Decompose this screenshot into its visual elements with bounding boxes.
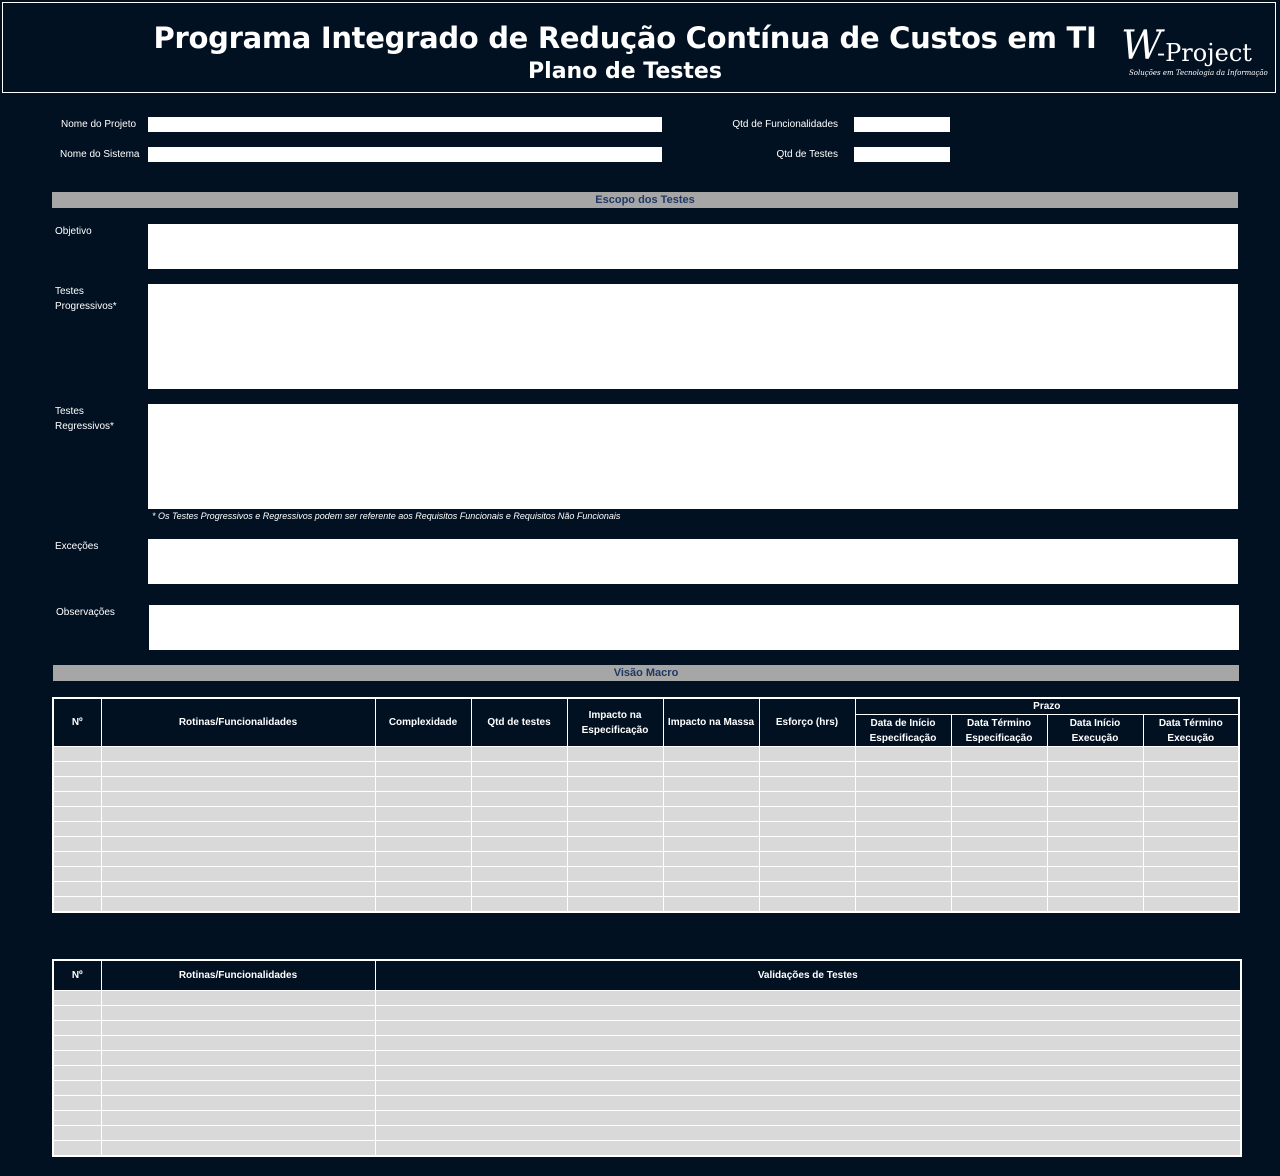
table-cell[interactable] [567, 762, 663, 777]
table-row [53, 867, 1239, 882]
table-row [53, 792, 1239, 807]
table-cell[interactable] [567, 822, 663, 837]
table-row [53, 1110, 1241, 1125]
table-cell[interactable] [855, 777, 951, 792]
progressive-tests-textarea[interactable] [148, 284, 1238, 389]
table-cell[interactable] [53, 1035, 101, 1050]
table-cell[interactable] [101, 837, 375, 852]
table-cell[interactable] [1047, 897, 1143, 913]
table-cell[interactable] [1047, 837, 1143, 852]
table-cell[interactable] [1143, 882, 1239, 897]
table-cell[interactable] [855, 747, 951, 762]
table-cell[interactable] [471, 792, 567, 807]
validations-table [52, 959, 1242, 1157]
table-cell[interactable] [951, 837, 1047, 852]
table-cell[interactable] [855, 807, 951, 822]
table-cell[interactable] [101, 1005, 375, 1020]
table-cell[interactable] [1143, 822, 1239, 837]
project-name-label: Nome do Projeto [61, 119, 137, 130]
exceptions-textarea[interactable] [148, 539, 1238, 584]
table-cell[interactable] [951, 807, 1047, 822]
table-cell[interactable] [101, 762, 375, 777]
table-cell[interactable] [567, 867, 663, 882]
table-row [53, 897, 1239, 913]
table-cell[interactable] [101, 1035, 375, 1050]
table-cell[interactable] [101, 882, 375, 897]
table-cell[interactable] [951, 762, 1047, 777]
table-cell[interactable] [855, 882, 951, 897]
table-cell[interactable] [101, 1020, 375, 1035]
col-exec-end-line1: Data Término [1158, 717, 1223, 729]
col-exec-end [1143, 715, 1239, 747]
col-exec-start-line2: Execução [1071, 732, 1119, 744]
table-cell[interactable] [53, 747, 101, 762]
col-qty-tests: Qtd de testes [471, 698, 567, 747]
table-row [53, 1095, 1241, 1110]
table-cell[interactable] [53, 1140, 101, 1156]
table-cell[interactable] [663, 792, 759, 807]
table-cell[interactable] [375, 1035, 1241, 1050]
table-cell[interactable] [1047, 852, 1143, 867]
table-cell[interactable] [855, 792, 951, 807]
table-cell[interactable] [53, 1080, 101, 1095]
table-cell[interactable] [759, 867, 855, 882]
table-cell[interactable] [1047, 882, 1143, 897]
table-cell[interactable] [375, 1110, 1241, 1125]
table-cell[interactable] [375, 882, 471, 897]
col-deadline: Prazo [855, 698, 1239, 715]
table-cell[interactable] [53, 762, 101, 777]
table-cell[interactable] [471, 747, 567, 762]
table-cell[interactable] [101, 852, 375, 867]
table-cell[interactable] [101, 777, 375, 792]
table-cell[interactable] [471, 822, 567, 837]
logo-text: -Project [1157, 39, 1252, 67]
table-cell[interactable] [375, 1020, 1241, 1035]
project-name-input[interactable] [148, 117, 662, 132]
validations-col-number: Nº [53, 960, 101, 990]
col-impact-mass: Impacto na Massa [663, 698, 759, 747]
regressive-tests-textarea[interactable] [148, 404, 1238, 509]
table-cell[interactable] [471, 777, 567, 792]
func-count-input[interactable] [854, 117, 950, 132]
col-impact-spec [567, 698, 663, 747]
table-cell[interactable] [951, 792, 1047, 807]
col-complexity: Complexidade [375, 698, 471, 747]
table-cell[interactable] [759, 807, 855, 822]
table-cell[interactable] [567, 747, 663, 762]
table-cell[interactable] [53, 1095, 101, 1110]
table-cell[interactable] [375, 792, 471, 807]
objective-textarea[interactable] [148, 224, 1238, 269]
system-name-label: Nome do Sistema [60, 149, 140, 160]
table-row [53, 807, 1239, 822]
table-cell[interactable] [53, 897, 101, 913]
table-cell[interactable] [375, 837, 471, 852]
table-cell[interactable] [567, 882, 663, 897]
table-cell[interactable] [53, 822, 101, 837]
table-cell[interactable] [375, 852, 471, 867]
observations-textarea[interactable] [149, 605, 1239, 650]
progressive-tests-label-line2: Progressivos* [55, 301, 117, 312]
table-cell[interactable] [53, 792, 101, 807]
table-cell[interactable] [53, 867, 101, 882]
table-cell[interactable] [375, 807, 471, 822]
table-cell[interactable] [375, 1125, 1241, 1140]
table-cell[interactable] [1047, 807, 1143, 822]
table-cell[interactable] [53, 1110, 101, 1125]
page-header [2, 2, 1276, 93]
col-spec-end-line1: Data Término [967, 717, 1031, 729]
table-cell[interactable] [101, 747, 375, 762]
regressive-tests-label-line2: Regressivos* [55, 421, 114, 432]
objective-label: Objetivo [55, 226, 92, 237]
table-cell[interactable] [1047, 762, 1143, 777]
table-cell[interactable] [101, 897, 375, 913]
table-cell[interactable] [1143, 807, 1239, 822]
table-cell[interactable] [567, 897, 663, 913]
table-cell[interactable] [53, 837, 101, 852]
col-impact-spec-line1: Impacto na [588, 709, 642, 721]
table-cell[interactable] [759, 792, 855, 807]
table-cell[interactable] [759, 837, 855, 852]
table-cell[interactable] [663, 822, 759, 837]
table-row [53, 822, 1239, 837]
table-cell[interactable] [951, 852, 1047, 867]
col-exec-start-line1: Data Início [1069, 717, 1121, 729]
table-row [53, 1080, 1241, 1095]
table-cell[interactable] [1143, 897, 1239, 913]
table-cell[interactable] [1047, 777, 1143, 792]
table-cell[interactable] [53, 1020, 101, 1035]
table-cell[interactable] [471, 852, 567, 867]
table-cell[interactable] [759, 897, 855, 913]
table-cell[interactable] [101, 792, 375, 807]
table-cell[interactable] [759, 762, 855, 777]
table-row [53, 1050, 1241, 1065]
table-cell[interactable] [101, 1080, 375, 1095]
col-routines: Rotinas/Funcionalidades [101, 698, 375, 747]
table-cell[interactable] [567, 852, 663, 867]
table-cell[interactable] [101, 807, 375, 822]
progressive-tests-label-line1: Testes [55, 286, 84, 297]
table-cell[interactable] [471, 882, 567, 897]
table-cell[interactable] [759, 747, 855, 762]
scope-section-header: Escopo dos Testes [52, 192, 1238, 208]
table-cell[interactable] [375, 990, 1241, 1005]
table-cell[interactable] [101, 822, 375, 837]
table-row [53, 990, 1241, 1005]
table-cell[interactable] [53, 1125, 101, 1140]
observations-label: Observações [56, 607, 115, 618]
table-row [53, 882, 1239, 897]
col-effort: Esforço (hrs) [759, 698, 855, 747]
table-cell[interactable] [101, 1065, 375, 1080]
test-count-label: Qtd de Testes [776, 149, 838, 160]
table-cell[interactable] [53, 777, 101, 792]
table-cell[interactable] [471, 867, 567, 882]
table-cell[interactable] [951, 747, 1047, 762]
test-count-input[interactable] [854, 147, 950, 162]
table-cell[interactable] [759, 882, 855, 897]
exceptions-label: Exceções [55, 541, 99, 552]
table-cell[interactable] [663, 747, 759, 762]
validations-table-body [53, 990, 1241, 1156]
table-row [53, 1140, 1241, 1156]
table-cell[interactable] [567, 837, 663, 852]
col-spec-start-line1: Data de Início [870, 717, 936, 729]
table-cell[interactable] [1143, 867, 1239, 882]
table-cell[interactable] [53, 852, 101, 867]
table-cell[interactable] [101, 1125, 375, 1140]
table-cell[interactable] [1047, 822, 1143, 837]
table-cell[interactable] [855, 897, 951, 913]
table-cell[interactable] [1047, 867, 1143, 882]
table-row [53, 1005, 1241, 1020]
table-cell[interactable] [663, 807, 759, 822]
table-cell[interactable] [855, 867, 951, 882]
table-cell[interactable] [53, 882, 101, 897]
table-cell[interactable] [101, 990, 375, 1005]
table-cell[interactable] [663, 777, 759, 792]
table-cell[interactable] [1047, 792, 1143, 807]
table-row [53, 1020, 1241, 1035]
table-cell[interactable] [567, 792, 663, 807]
table-cell[interactable] [1143, 762, 1239, 777]
col-impact-spec-line2: Especificação [581, 724, 649, 736]
macro-table-body [53, 747, 1239, 913]
table-row [53, 777, 1239, 792]
table-cell[interactable] [951, 867, 1047, 882]
col-spec-start-line2: Especificação [869, 732, 937, 744]
table-cell[interactable] [663, 882, 759, 897]
table-cell[interactable] [375, 1095, 1241, 1110]
table-cell[interactable] [951, 882, 1047, 897]
validations-col-validations: Validações de Testes [375, 960, 1241, 990]
page-subtitle: Plano de Testes [528, 59, 722, 84]
table-cell[interactable] [1047, 747, 1143, 762]
table-cell[interactable] [951, 822, 1047, 837]
table-cell[interactable] [663, 867, 759, 882]
table-cell[interactable] [471, 762, 567, 777]
table-cell[interactable] [855, 837, 951, 852]
page-title: Programa Integrado de Redução Contínua de Custos em TI [153, 21, 1097, 55]
table-cell[interactable] [375, 897, 471, 913]
table-cell[interactable] [101, 867, 375, 882]
table-cell[interactable] [567, 807, 663, 822]
table-cell[interactable] [471, 897, 567, 913]
regressive-tests-label-line1: Testes [55, 406, 84, 417]
table-cell[interactable] [53, 1065, 101, 1080]
table-cell[interactable] [53, 990, 101, 1005]
table-cell[interactable] [375, 777, 471, 792]
table-cell[interactable] [101, 1110, 375, 1125]
col-spec-end [951, 715, 1047, 747]
table-cell[interactable] [759, 777, 855, 792]
tests-footnote: * Os Testes Progressivos e Regressivos podem ser referente aos Requisitos Funcionais e Requisitos Não Funcionais [152, 511, 621, 521]
w-project-logo [1119, 25, 1269, 81]
table-cell[interactable] [663, 852, 759, 867]
table-cell[interactable] [375, 762, 471, 777]
table-cell[interactable] [375, 1065, 1241, 1080]
table-row [53, 852, 1239, 867]
validations-col-routines: Rotinas/Funcionalidades [101, 960, 375, 990]
table-cell[interactable] [101, 1095, 375, 1110]
table-row [53, 1125, 1241, 1140]
col-spec-start [855, 715, 951, 747]
table-cell[interactable] [375, 1080, 1241, 1095]
table-cell[interactable] [1143, 792, 1239, 807]
table-cell[interactable] [1143, 852, 1239, 867]
table-cell[interactable] [1143, 747, 1239, 762]
table-cell[interactable] [101, 1050, 375, 1065]
table-cell[interactable] [855, 762, 951, 777]
table-row [53, 1035, 1241, 1050]
table-cell[interactable] [759, 822, 855, 837]
table-cell[interactable] [663, 897, 759, 913]
table-cell[interactable] [375, 1140, 1241, 1156]
col-number: Nº [53, 698, 101, 747]
table-cell[interactable] [101, 1140, 375, 1156]
table-cell[interactable] [663, 762, 759, 777]
table-cell[interactable] [53, 1050, 101, 1065]
col-exec-start [1047, 715, 1143, 747]
macro-section-header: Visão Macro [53, 665, 1239, 681]
table-cell[interactable] [53, 807, 101, 822]
logo-mark: W [1121, 23, 1163, 69]
system-name-input[interactable] [148, 147, 662, 162]
table-row [53, 837, 1239, 852]
macro-table [52, 697, 1240, 913]
table-cell[interactable] [567, 777, 663, 792]
table-cell[interactable] [471, 807, 567, 822]
table-cell[interactable] [375, 1005, 1241, 1020]
table-cell[interactable] [663, 837, 759, 852]
table-cell[interactable] [1143, 837, 1239, 852]
table-cell[interactable] [375, 867, 471, 882]
table-cell[interactable] [471, 837, 567, 852]
table-cell[interactable] [375, 1050, 1241, 1065]
table-row [53, 1065, 1241, 1080]
table-cell[interactable] [375, 822, 471, 837]
table-cell[interactable] [53, 1005, 101, 1020]
table-cell[interactable] [951, 897, 1047, 913]
col-exec-end-line2: Execução [1167, 732, 1215, 744]
table-cell[interactable] [1143, 777, 1239, 792]
table-row [53, 762, 1239, 777]
logo-tagline: Soluções em Tecnologia da Informação [1129, 69, 1268, 77]
table-cell[interactable] [855, 852, 951, 867]
table-cell[interactable] [855, 822, 951, 837]
table-row [53, 747, 1239, 762]
col-spec-end-line2: Especificação [965, 732, 1033, 744]
table-cell[interactable] [951, 777, 1047, 792]
table-cell[interactable] [375, 747, 471, 762]
func-count-label: Qtd de Funcionalidades [732, 119, 838, 130]
table-cell[interactable] [759, 852, 855, 867]
